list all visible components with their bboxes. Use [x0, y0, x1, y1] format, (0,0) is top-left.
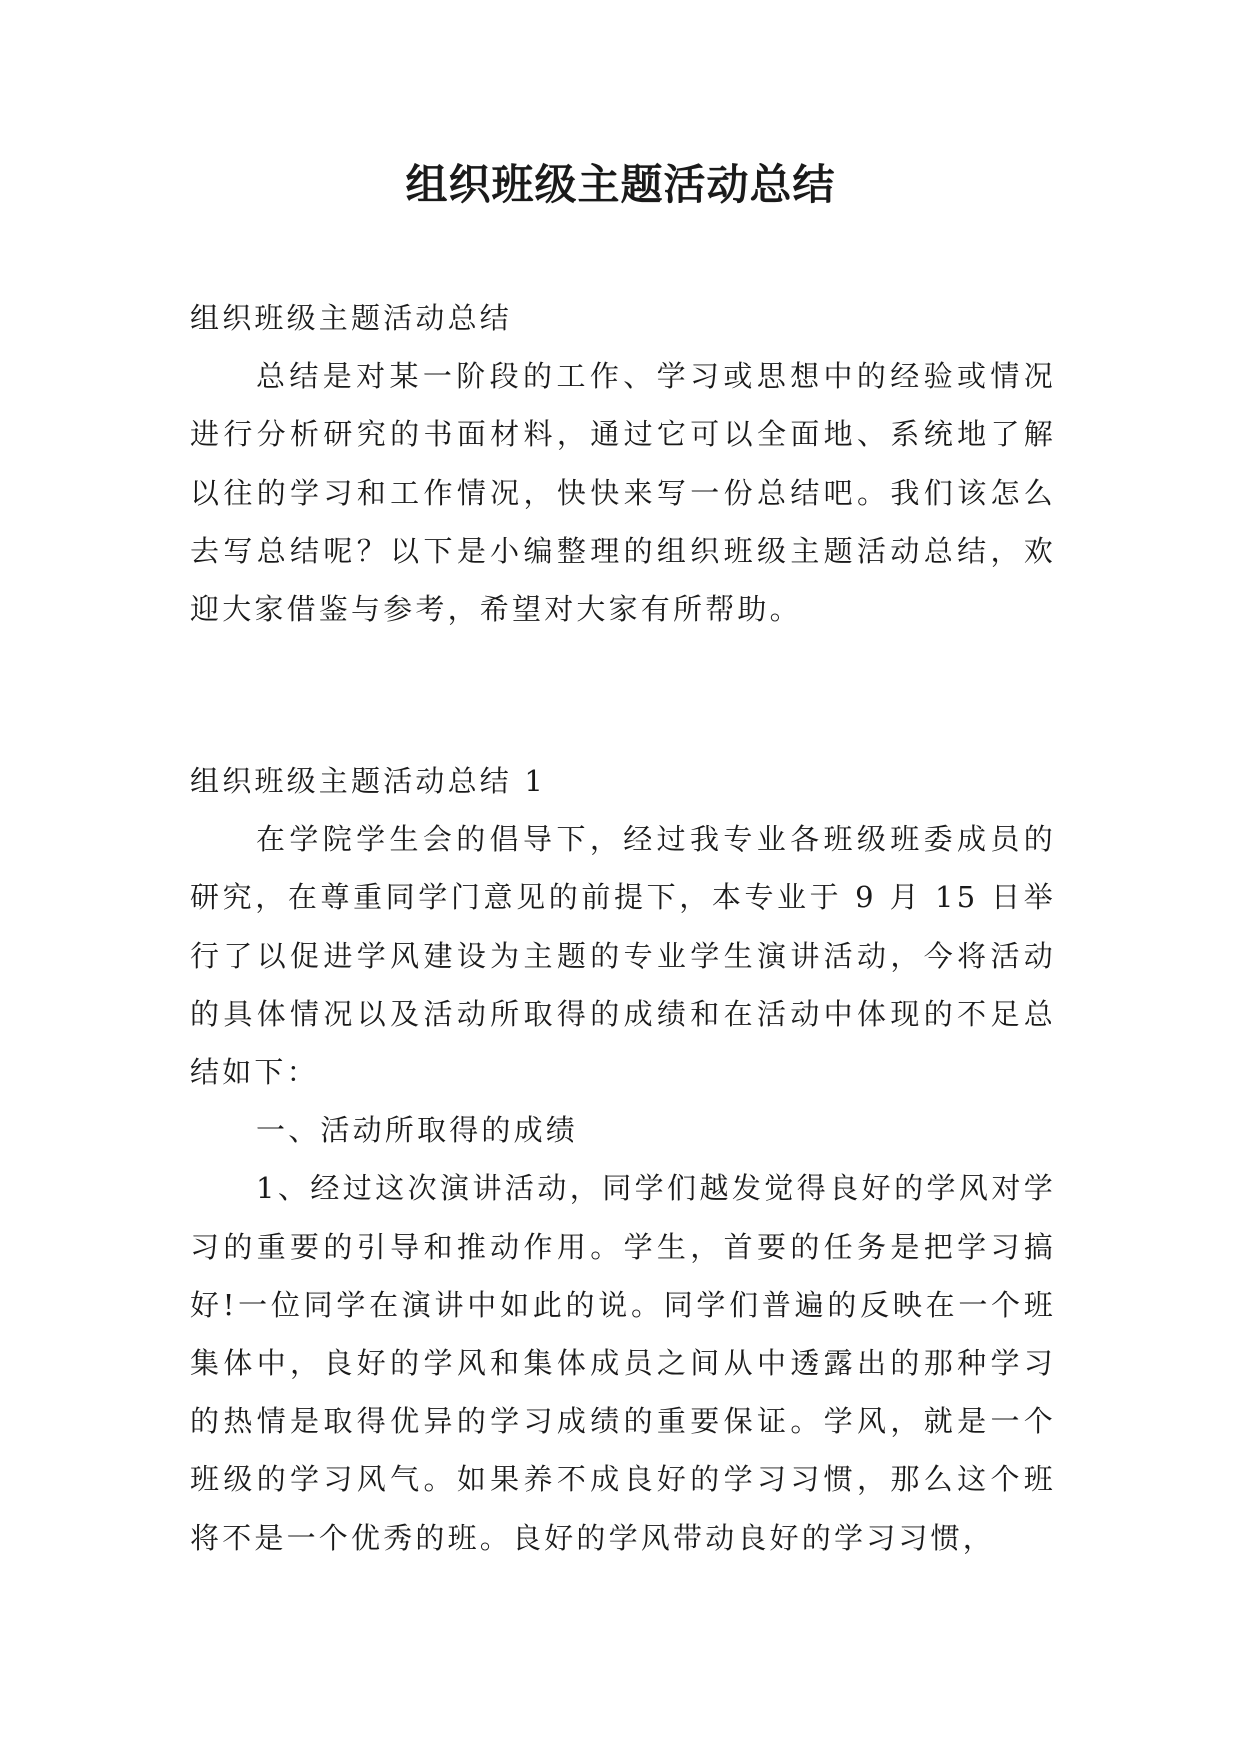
- section-1-paragraph-1: 在学院学生会的倡导下，经过我专业各班级班委成员的研究，在尊重同学门意见的前提下，本专业于 9 月 15 日举行了以促进学风建设为主题的专业学生演讲活动，今将活动的具体情况以及活动所取得的成绩和在活动中体现的不足总结如下：: [190, 822, 1056, 1090]
- document-title: 组织班级主题活动总结: [405, 160, 836, 209]
- section-1-heading: 组织班级主题活动总结 1: [190, 764, 547, 798]
- intro-heading: 组织班级主题活动总结: [190, 301, 513, 335]
- section-1-paragraph-2: 1、经过这次演讲活动，同学们越发觉得良好的学风对学习的重要的引导和推动作用。学生，首要的任务是把学习搞好!一位同学在演讲中如此的说。同学们普遍的反映在一个班集体中，良好的学风和集体成员之间从中透露出的那种学习的热情是取得优异的学习成绩的重要保证。学风，就是一个班级的学习风气。如果养不成良好的学习习惯，那么这个班将不是一个优秀的班。良好的学风带动良好的学习习惯，: [190, 1171, 1056, 1555]
- intro-paragraph: 总结是对某一阶段的工作、学习或思想中的经验或情况进行分析研究的书面材料，通过它可以全面地、系统地了解以往的学习和工作情况，快快来写一份总结吧。我们该怎么去写总结呢？以下是小编整理的组织班级主题活动总结，欢迎大家借鉴与参考，希望对大家有所帮助。: [190, 359, 1056, 627]
- section-1-subheading: 一、活动所取得的成绩: [256, 1113, 579, 1148]
- section-1: [190, 752, 1056, 1567]
- intro-section: [190, 289, 1056, 638]
